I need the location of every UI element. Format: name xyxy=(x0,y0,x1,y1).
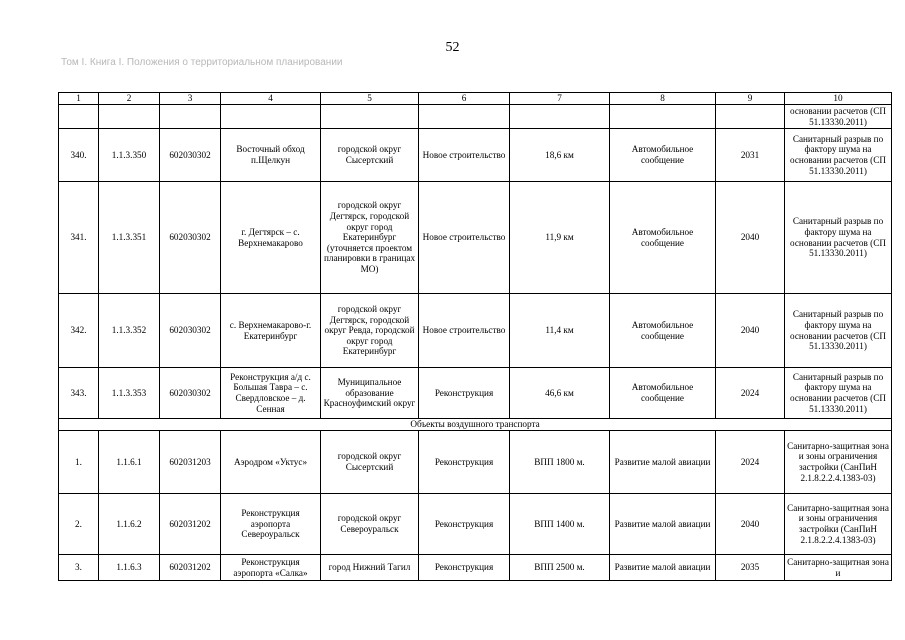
table-cell: Новое строительство xyxy=(419,129,510,182)
table-cell: городской округ Сысертский xyxy=(321,129,419,182)
table-cell: г. Дегтярск – с. Верхнемакарово xyxy=(221,182,321,294)
table-cell: 8 xyxy=(610,93,716,105)
table-row xyxy=(59,105,892,129)
table-cell: 1 xyxy=(59,93,99,105)
table-cell: Реконструкция xyxy=(419,555,510,581)
table-cell: Автомобильное сообщение xyxy=(610,129,716,182)
table-cell xyxy=(419,105,510,129)
table-cell: 1.1.3.351 xyxy=(99,182,160,294)
table-header-row xyxy=(59,93,892,105)
table-cell xyxy=(160,105,221,129)
table-row xyxy=(59,494,892,555)
table-cell: 11,4 км xyxy=(510,294,610,368)
table-cell xyxy=(321,105,419,129)
table-cell: Развитие малой авиации xyxy=(610,494,716,555)
table-cell: город Нижний Тагил xyxy=(321,555,419,581)
table-row xyxy=(59,182,892,294)
table-cell: 602031203 xyxy=(160,431,221,494)
table-cell: 341. xyxy=(59,182,99,294)
table-cell: 10 xyxy=(785,93,892,105)
table-cell: 46,6 км xyxy=(510,368,610,419)
table-cell xyxy=(510,105,610,129)
table-cell: 1.1.3.352 xyxy=(99,294,160,368)
table-cell: Автомобильное сообщение xyxy=(610,182,716,294)
table-cell: городской округ Дегтярск, городской округ город Екатеринбург (уточняется проектом планировки в границах МО) xyxy=(321,182,419,294)
table-cell: 2024 xyxy=(716,368,785,419)
table-cell: 602031202 xyxy=(160,494,221,555)
table-cell: 602030302 xyxy=(160,368,221,419)
page-number: 52 xyxy=(445,40,460,55)
table-cell: с. Верхнемакарово-г. Екатеринбург xyxy=(221,294,321,368)
table-cell: Автомобильное сообщение xyxy=(610,368,716,419)
table-cell: 1.1.6.1 xyxy=(99,431,160,494)
table-cell: ВПП 1400 м. xyxy=(510,494,610,555)
table-cell: 2040 xyxy=(716,182,785,294)
table-cell: 2. xyxy=(59,494,99,555)
table-cell: 9 xyxy=(716,93,785,105)
table-cell: городской округ Сысертский xyxy=(321,431,419,494)
table-cell: 1.1.3.353 xyxy=(99,368,160,419)
section-title: Объекты воздушного транспорта xyxy=(59,419,892,431)
table-cell: 2040 xyxy=(716,294,785,368)
table-cell: Санитарный разрыв по фактору шума на основании расчетов (СП 51.13330.2011) xyxy=(785,182,892,294)
table-cell xyxy=(716,105,785,129)
table-row xyxy=(59,555,892,581)
table-cell: городской округ Североуральск xyxy=(321,494,419,555)
table-cell: Реконструкция аэропорта Североуральск xyxy=(221,494,321,555)
table-cell: Реконструкция xyxy=(419,431,510,494)
table-cell: 602030302 xyxy=(160,294,221,368)
table-cell: 2035 xyxy=(716,555,785,581)
table-cell: Реконструкция аэропорта «Салка» xyxy=(221,555,321,581)
table-cell: 11,9 км xyxy=(510,182,610,294)
table-cell: городской округ Дегтярск, городской округ Ревда, городской округ город Екатеринбург xyxy=(321,294,419,368)
table-cell: Реконструкция а/д с. Большая Тавра – с. Свердловское – д. Сенная xyxy=(221,368,321,419)
table-cell: Санитарный разрыв по фактору шума на основании расчетов (СП 51.13330.2011) xyxy=(785,129,892,182)
table-cell: Новое строительство xyxy=(419,182,510,294)
table-cell: 3. xyxy=(59,555,99,581)
table-cell: Развитие малой авиации xyxy=(610,431,716,494)
section-header-row xyxy=(59,419,892,431)
table-cell: Муниципальное образование Красноуфимский округ xyxy=(321,368,419,419)
table-cell: 6 xyxy=(419,93,510,105)
table-cell: основании расчетов (СП 51.13330.2011) xyxy=(785,105,892,129)
table-cell: 2 xyxy=(99,93,160,105)
table-cell: Новое строительство xyxy=(419,294,510,368)
table-cell: Санитарный разрыв по фактору шума на основании расчетов (СП 51.13330.2011) xyxy=(785,368,892,419)
table-cell: 1. xyxy=(59,431,99,494)
table-cell: Реконструкция xyxy=(419,368,510,419)
running-header: Том I. Книга I. Положения о территориальном планировании xyxy=(61,57,343,68)
table-cell: 342. xyxy=(59,294,99,368)
table-cell: Санитарный разрыв по фактору шума на основании расчетов (СП 51.13330.2011) xyxy=(785,294,892,368)
table-cell: Реконструкция xyxy=(419,494,510,555)
table-cell: 18,6 км xyxy=(510,129,610,182)
table-cell: Санитарно-защитная зона и зоны ограничения застройки (СанПиН 2.1.8.2.2.4.1383-03) xyxy=(785,494,892,555)
table-cell: ВПП 2500 м. xyxy=(510,555,610,581)
table-row xyxy=(59,431,892,494)
table-cell xyxy=(99,105,160,129)
table-cell xyxy=(221,105,321,129)
table-cell: 4 xyxy=(221,93,321,105)
table-row xyxy=(59,129,892,182)
table-cell: 343. xyxy=(59,368,99,419)
table-cell: 2024 xyxy=(716,431,785,494)
table-cell: Автомобильное сообщение xyxy=(610,294,716,368)
table-row xyxy=(59,294,892,368)
table-cell: Аэродром «Уктус» xyxy=(221,431,321,494)
table-cell: 2040 xyxy=(716,494,785,555)
table-cell: 2031 xyxy=(716,129,785,182)
table-cell: Санитарно-защитная зона и xyxy=(785,555,892,581)
table-cell: 7 xyxy=(510,93,610,105)
table-cell: 340. xyxy=(59,129,99,182)
table-cell xyxy=(59,105,99,129)
table-cell: 602030302 xyxy=(160,182,221,294)
table-cell: 602030302 xyxy=(160,129,221,182)
table-cell: 5 xyxy=(321,93,419,105)
table-row xyxy=(59,368,892,419)
table-cell: 1.1.6.2 xyxy=(99,494,160,555)
table-cell: Санитарно-защитная зона и зоны ограничения застройки (СанПиН 2.1.8.2.2.4.1383-03) xyxy=(785,431,892,494)
table-cell: Восточный обход п.Щелкун xyxy=(221,129,321,182)
table-cell: Развитие малой авиации xyxy=(610,555,716,581)
planning-table xyxy=(58,92,892,581)
table-cell: 1.1.6.3 xyxy=(99,555,160,581)
table-cell: 1.1.3.350 xyxy=(99,129,160,182)
table-cell: ВПП 1800 м. xyxy=(510,431,610,494)
table-cell: 602031202 xyxy=(160,555,221,581)
table-cell: 3 xyxy=(160,93,221,105)
table-cell xyxy=(610,105,716,129)
